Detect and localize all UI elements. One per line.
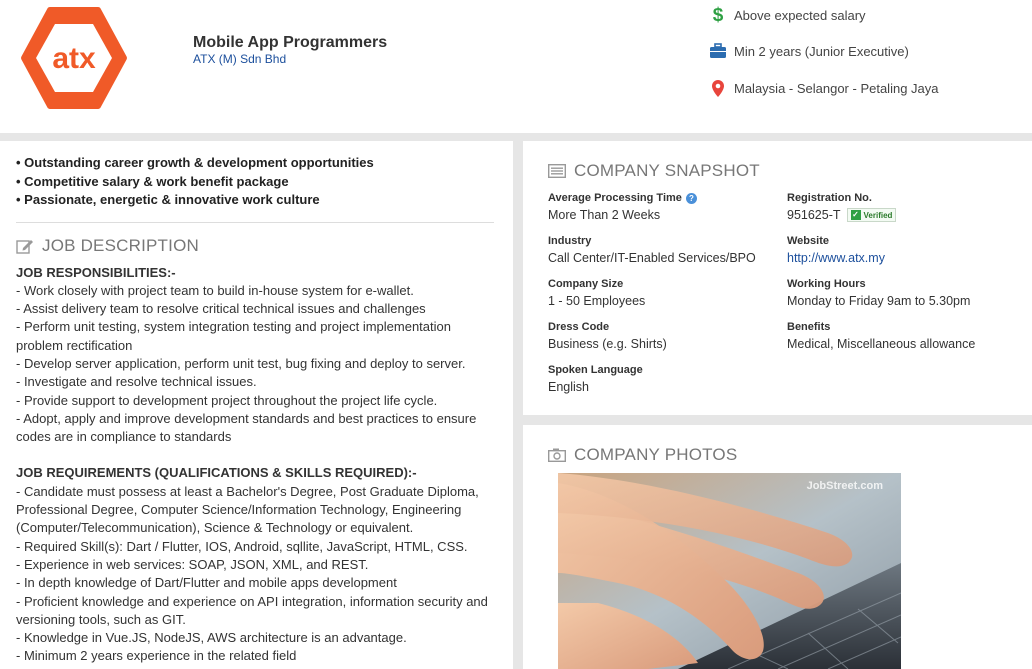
responsibility-item: - Provide support to development project throughout the project life cycle.: [16, 392, 438, 408]
logo-text: atx: [52, 42, 96, 75]
job-header: [0, 0, 1032, 133]
spoken-language-label: Spoken Language: [548, 364, 643, 376]
check-icon: ✓: [852, 210, 859, 219]
registration-label: Registration No.: [787, 192, 872, 204]
location-text: Malaysia - Selangor - Petaling Jaya: [734, 80, 939, 96]
job-description-heading: [16, 236, 497, 256]
svg-text:$: $: [712, 5, 724, 25]
industry-label: Industry: [548, 235, 592, 247]
working-hours-cell: [787, 278, 1017, 308]
industry-cell: [548, 235, 778, 265]
responsibility-item: - Perform unit testing, system integration testing and project implementation problem rectification: [16, 319, 451, 353]
job-description-body: [16, 264, 494, 666]
requirement-item: - Knowledge in Vue.JS, NodeJS, AWS architecture is an advantage.: [16, 630, 407, 646]
registration-value: 951625-T: [787, 208, 841, 222]
company-size-cell: [548, 278, 778, 308]
dress-code-cell: [548, 321, 778, 351]
requirement-item: - Candidate must possess at least a Bachelor's Degree, Post Graduate Diploma, Professional Degree, Computer Science/Information Technology, Engineering (Computer/Telecommunication), Science & Technology or equivalent.: [16, 483, 479, 536]
dress-code-value: Business (e.g. Shirts): [548, 337, 667, 351]
registration-cell: [787, 192, 1017, 222]
processing-time-value: More Than 2 Weeks: [548, 208, 661, 222]
job-description-title: JOB DESCRIPTION: [42, 235, 199, 255]
help-icon[interactable]: ?: [686, 193, 697, 204]
dress-code-label: Dress Code: [548, 321, 610, 333]
job-title: Mobile App Programmers: [193, 34, 388, 51]
company-photos-panel: [523, 425, 1032, 669]
divider: [16, 222, 494, 223]
photo-watermark: JobStreet.com: [806, 480, 883, 492]
working-hours-label: Working Hours: [787, 278, 866, 290]
processing-time-label: Average Processing Time: [548, 192, 682, 204]
salary-row: [709, 5, 866, 25]
camera-icon: [548, 448, 566, 462]
responsibilities-heading: JOB RESPONSIBILITIES:-: [16, 264, 176, 280]
company-snapshot-title: COMPANY SNAPSHOT: [574, 161, 760, 180]
company-name-link[interactable]: ATX (M) Sdn Bhd: [193, 52, 287, 66]
experience-row: [709, 41, 909, 61]
salary-text: Above expected salary: [734, 7, 866, 23]
website-label: Website: [787, 235, 829, 247]
job-highlights: [16, 154, 497, 210]
company-size-value: 1 - 50 Employees: [548, 294, 646, 308]
responsibility-item: - Adopt, apply and improve development standards and best practices to ensure codes are in compliance to standards: [16, 410, 477, 445]
highlight-item: • Passionate, energetic & innovative work culture: [16, 192, 320, 207]
responsibility-item: - Assist delivery team to resolve critical technical issues and challenges: [16, 301, 426, 317]
responsibility-item: - Work closely with project team to build in-house system for e-wallet.: [16, 282, 414, 298]
requirement-item: - Minimum 2 years experience in the related field: [16, 648, 297, 664]
company-photos-heading: [548, 445, 737, 465]
company-snapshot-heading: [548, 161, 760, 181]
company-photo[interactable]: [558, 473, 901, 669]
highlight-item: • Competitive salary & work benefit package: [16, 173, 289, 189]
company-logo[interactable]: [20, 6, 128, 110]
map-pin-icon: [709, 78, 727, 98]
company-snapshot-panel: [523, 141, 1032, 415]
website-link[interactable]: http://www.atx.my: [787, 251, 885, 265]
responsibility-item: - Develop server application, perform unit test, bug fixing and deploy to server.: [16, 355, 466, 371]
highlight-item: • Outstanding career growth & development opportunities: [16, 155, 374, 170]
requirement-item: - Required Skill(s): Dart / Flutter, IOS, Android, sqllite, JavaScript, HTML, CSS.: [16, 538, 468, 554]
job-details-panel: [0, 141, 513, 669]
requirement-item: - In depth knowledge of Dart/Flutter and mobile apps development: [16, 575, 397, 591]
spoken-language-cell: [548, 364, 778, 394]
edit-icon: [16, 238, 34, 254]
benefits-value: Medical, Miscellaneous allowance: [787, 337, 976, 351]
industry-value: Call Center/IT-Enabled Services/BPO: [548, 251, 756, 265]
responsibility-item: - Investigate and resolve technical issues.: [16, 374, 257, 390]
location-row: [709, 78, 939, 98]
requirements-heading: JOB REQUIREMENTS (QUALIFICATIONS & SKILLS REQUIRED):-: [16, 465, 417, 481]
spoken-language-value: English: [548, 380, 589, 394]
briefcase-icon: [709, 41, 727, 61]
processing-time-cell: [548, 192, 778, 222]
company-size-label: Company Size: [548, 278, 624, 290]
website-cell: [787, 235, 1017, 265]
working-hours-value: Monday to Friday 9am to 5.30pm: [787, 294, 971, 308]
experience-text: Min 2 years (Junior Executive): [734, 43, 909, 59]
verified-label: Verified: [863, 210, 893, 220]
benefits-cell: [787, 321, 1032, 351]
list-icon: [548, 164, 566, 178]
company-photos-title: COMPANY PHOTOS: [574, 445, 738, 464]
requirement-item: - Proficient knowledge and experience on API integration, information security and versioning tools, such as GIT.: [16, 593, 488, 627]
benefits-label: Benefits: [787, 321, 831, 333]
requirement-item: - Experience in web services: SOAP, JSON, XML, and REST.: [16, 556, 369, 572]
dollar-icon: [709, 5, 727, 25]
verified-badge: [847, 208, 897, 222]
